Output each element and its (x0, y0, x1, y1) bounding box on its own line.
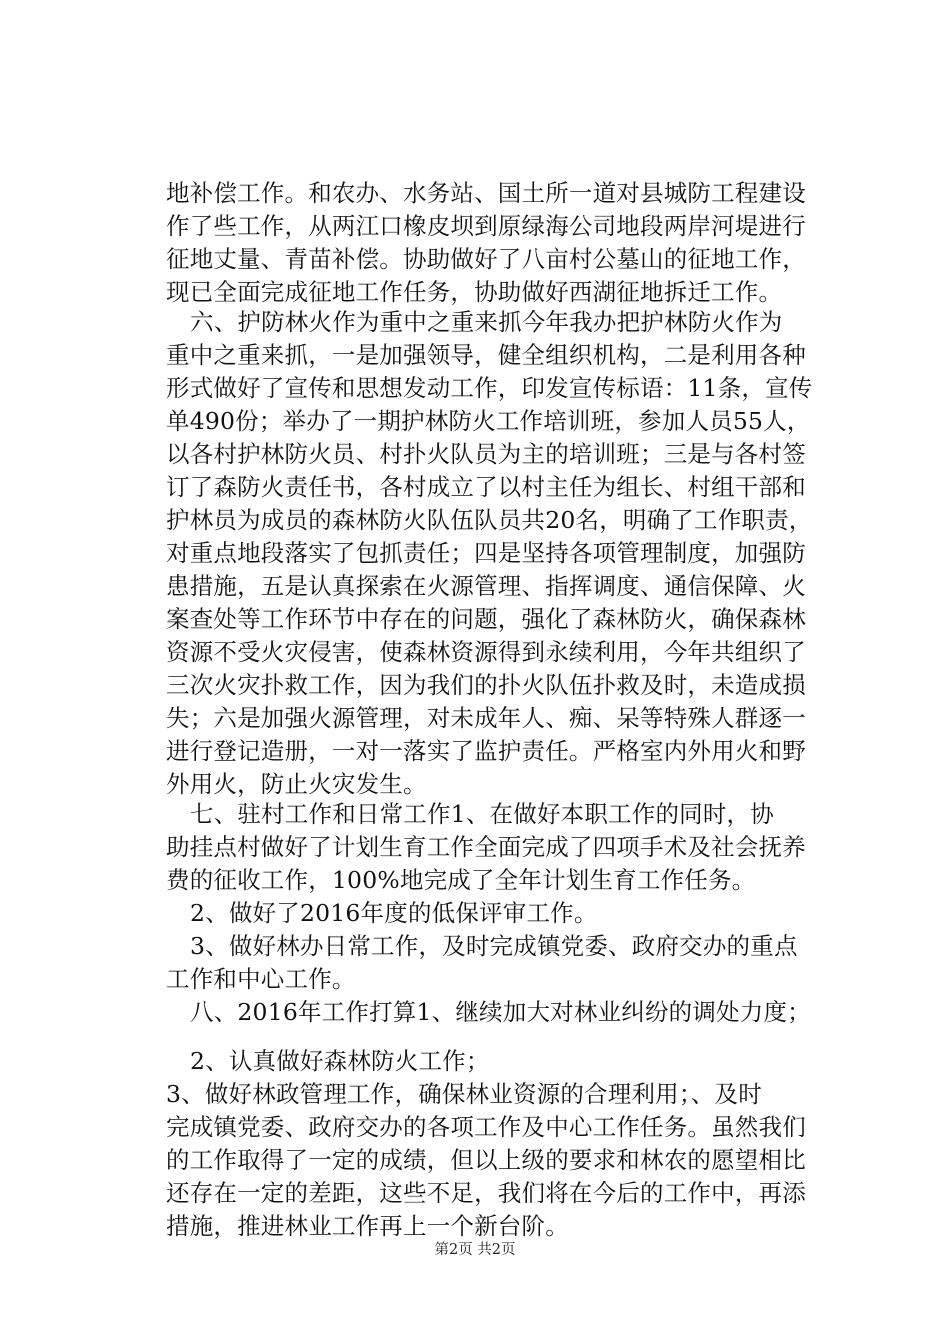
text-line: 订了森防火责任书，各村成立了以村主任为组长、村组干部和 (166, 473, 806, 501)
text-line: 形式做好了宣传和思想发动工作，印发宣传标语：11条，宣传 (166, 374, 813, 402)
text-line: 2、做好了2016年度的低保评审工作。 (190, 899, 598, 927)
text-line: 患措施，五是认真探索在火源管理、指挥调度、通信保障、火 (166, 572, 806, 600)
text-line: 2、认真做好森林防火工作； (190, 1047, 490, 1075)
text-line: 六、护防林火作为重中之重来抓今年我办把护林防火作为 (190, 308, 783, 336)
text-line: 进行登记造册，一对一落实了监护责任。严格室内外用火和野 (166, 737, 806, 765)
text-line: 单490份；举办了一期护林防火工作培训班，参加人员55人， (166, 407, 811, 435)
text-line: 七、驻村工作和日常工作1、在做好本职工作的同时，协 (190, 800, 774, 828)
page-footer: 第2页 共2页 (434, 1242, 516, 1258)
text-line: 案查处等工作环节中存在的问题，强化了森林防火，确保森林 (166, 605, 806, 633)
text-line: 还存在一定的差距，这些不足，我们将在今后的工作中，再添 (166, 1179, 806, 1207)
text-line: 八、2016年工作打算1、继续加大对林业纠纷的调处力度； (190, 998, 811, 1026)
text-line: 以各村护林防火员、村扑火队员为主的培训班；三是与各村签 (166, 440, 806, 468)
text-line: 护林员为成员的森林防火队伍队员共20名，明确了工作职责， (166, 506, 813, 534)
text-line: 助挂点村做好了计划生育工作全面完成了四项手术及社会抚养 (166, 833, 806, 861)
text-line: 三次火灾扑救工作，因为我们的扑火队伍扑救及时，未造成损 (166, 671, 806, 699)
text-line: 措施，推进林业工作再上一个新台阶。 (166, 1212, 569, 1240)
text-line: 作了些工作，从两江口橡皮坝到原绿海公司地段两岸河堤进行 (166, 212, 806, 240)
text-line: 工作和中心工作。 (166, 965, 356, 993)
text-line: 征地丈量、青苗补偿。协助做好了八亩村公墓山的征地工作， (166, 245, 806, 273)
text-line: 3、做好林政管理工作，确保林业资源的合理利用；、及时 (166, 1080, 762, 1108)
text-line: 地补偿工作。和农办、水务站、国土所一道对县城防工程建设 (166, 179, 806, 207)
text-line: 外用火，防止火灾发生。 (166, 770, 427, 798)
text-line: 的工作取得了一定的成绩，但以上级的要求和林农的愿望相比 (166, 1146, 806, 1174)
text-line: 完成镇党委、政府交办的各项工作及中心工作任务。虽然我们 (166, 1113, 806, 1141)
text-line: 重中之重来抓，一是加强领导，健全组织机构，二是利用各种 (166, 341, 806, 369)
text-line: 现已全面完成征地工作任务，协助做好西湖征地拆迁工作。 (166, 278, 783, 306)
text-line: 3、做好林办日常工作，及时完成镇党委、政府交办的重点 (190, 932, 798, 960)
text-line: 资源不受火灾侵害，使森林资源得到永续利用，今年共组织了 (166, 638, 806, 666)
text-line: 失；六是加强火源管理，对未成年人、痴、呆等特殊人群逐一 (166, 704, 806, 732)
text-line: 费的征收工作，100%地完成了全年计划生育工作任务。 (166, 866, 756, 894)
text-line: 对重点地段落实了包抓责任；四是坚持各项管理制度，加强防 (166, 539, 806, 567)
